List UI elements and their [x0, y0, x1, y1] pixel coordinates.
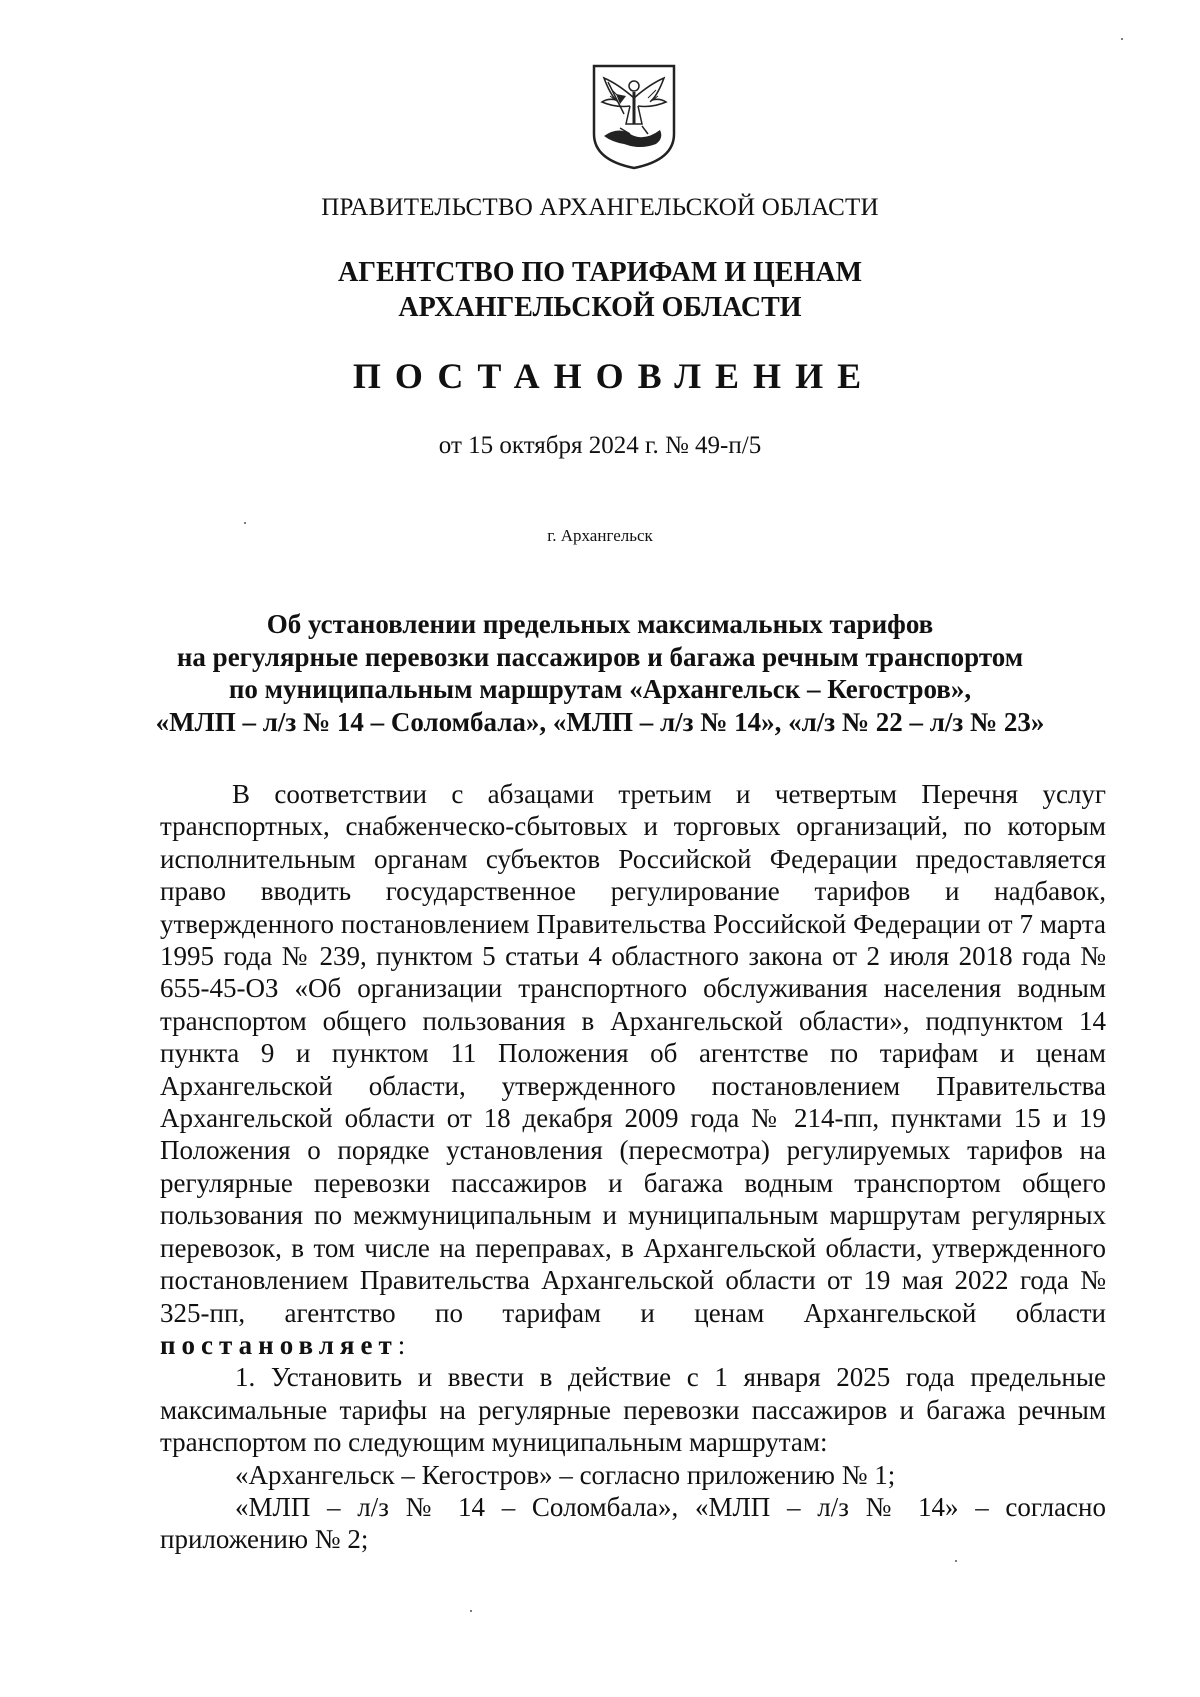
title-line1: Об установлении предельных максимальных тарифов	[266, 609, 934, 639]
government-heading: ПРАВИТЕЛЬСТВО АРХАНГЕЛЬСКОЙ ОБЛАСТИ	[321, 194, 879, 221]
decree-colon: :	[397, 1329, 406, 1360]
title-line4: «МЛП – л/з № 14 – Соломбала», «МЛП – л/з № 14», «л/з № 22 – л/з № 23»	[155, 706, 1045, 737]
scan-speck	[955, 1560, 957, 1562]
arkhangelsk-coat-of-arms-emblem-icon	[590, 62, 678, 170]
title-line2: на регулярные перевозки пассажиров и багажа речным транспортом	[176, 641, 1024, 672]
scan-speck	[244, 522, 246, 524]
document-city: г. Архангельск	[547, 526, 653, 545]
decree-word: постановляет	[160, 1329, 398, 1360]
item-1-paragraph: 1. Установить и ввести в действие с 1 января 2025 года предельные максимальные тарифы на регулярные перевозки пассажиров и багажа речным транспортом по следующим муниципальным маршрутам:	[160, 1362, 1106, 1458]
preamble-text: В соответствии с абзацами третьим и четвертым Перечня услуг транспортных, снабженческо-сбытовых и торговых организаций, по которым исполнительным органам субъектов Российской Федерации предоставляется право вводить государственное регулирование тарифов и надбавок, утвержденного постановлением Правительства Российской Федерации от 7 марта 1995 года № 239, пунктом 5 статьи 4 областного закона от 2 июля 2018 года № 655-45-ОЗ «Об организации транспортного обслуживания населения водным транспортом общего пользования в Архангельской области», подпунктом 14 пункта 9 и пунктом 11 Положения об агентстве по тарифам и ценам Архангельской области, утвержденного постановлением Правительства Архангельской области от 18 декабря 2009 года № 214-пп, пунктами 15 и 19 Положения о порядке установления (пересмотра) регулируемых тарифов на регулярные перевозки пассажиров и багажа водным транспортом общего пользования по межмуниципальным и муниципальным маршрутам регулярных перевозок, в том числе на переправах, в Архангельской области, утвержденного постановлением Правительства Архангельской области от 19 мая 2022 года № 325-пп, агентство по тарифам и ценам Архангельской области	[160, 779, 1106, 1328]
scan-speck	[1121, 38, 1123, 40]
route-2-item: «МЛП – л/з № 14 – Соломбала», «МЛП – л/з № 14» – согласно приложению № 2;	[160, 1491, 1106, 1555]
document-body	[160, 778, 1106, 1556]
agency-heading-line1: АГЕНТСТВО ПО ТАРИФАМ И ЦЕНАМ	[337, 257, 863, 288]
document-type-heading: ПОСТАНОВЛЕНИЕ	[352, 356, 876, 396]
document-title	[0, 608, 1200, 738]
preamble-paragraph	[160, 778, 1106, 1361]
title-line3: по муниципальным маршрутам «Архангельск – Кегостров»,	[228, 674, 972, 704]
document-date-number: от 15 октября 2024 г. № 49-п/5	[438, 432, 762, 459]
agency-heading-line2: АРХАНГЕЛЬСКОЙ ОБЛАСТИ	[398, 292, 802, 323]
route-1-item: «Архангельск – Кегостров» – согласно приложению № 1;	[235, 1459, 896, 1490]
scan-speck	[470, 1610, 472, 1612]
agency-heading	[0, 255, 1200, 325]
